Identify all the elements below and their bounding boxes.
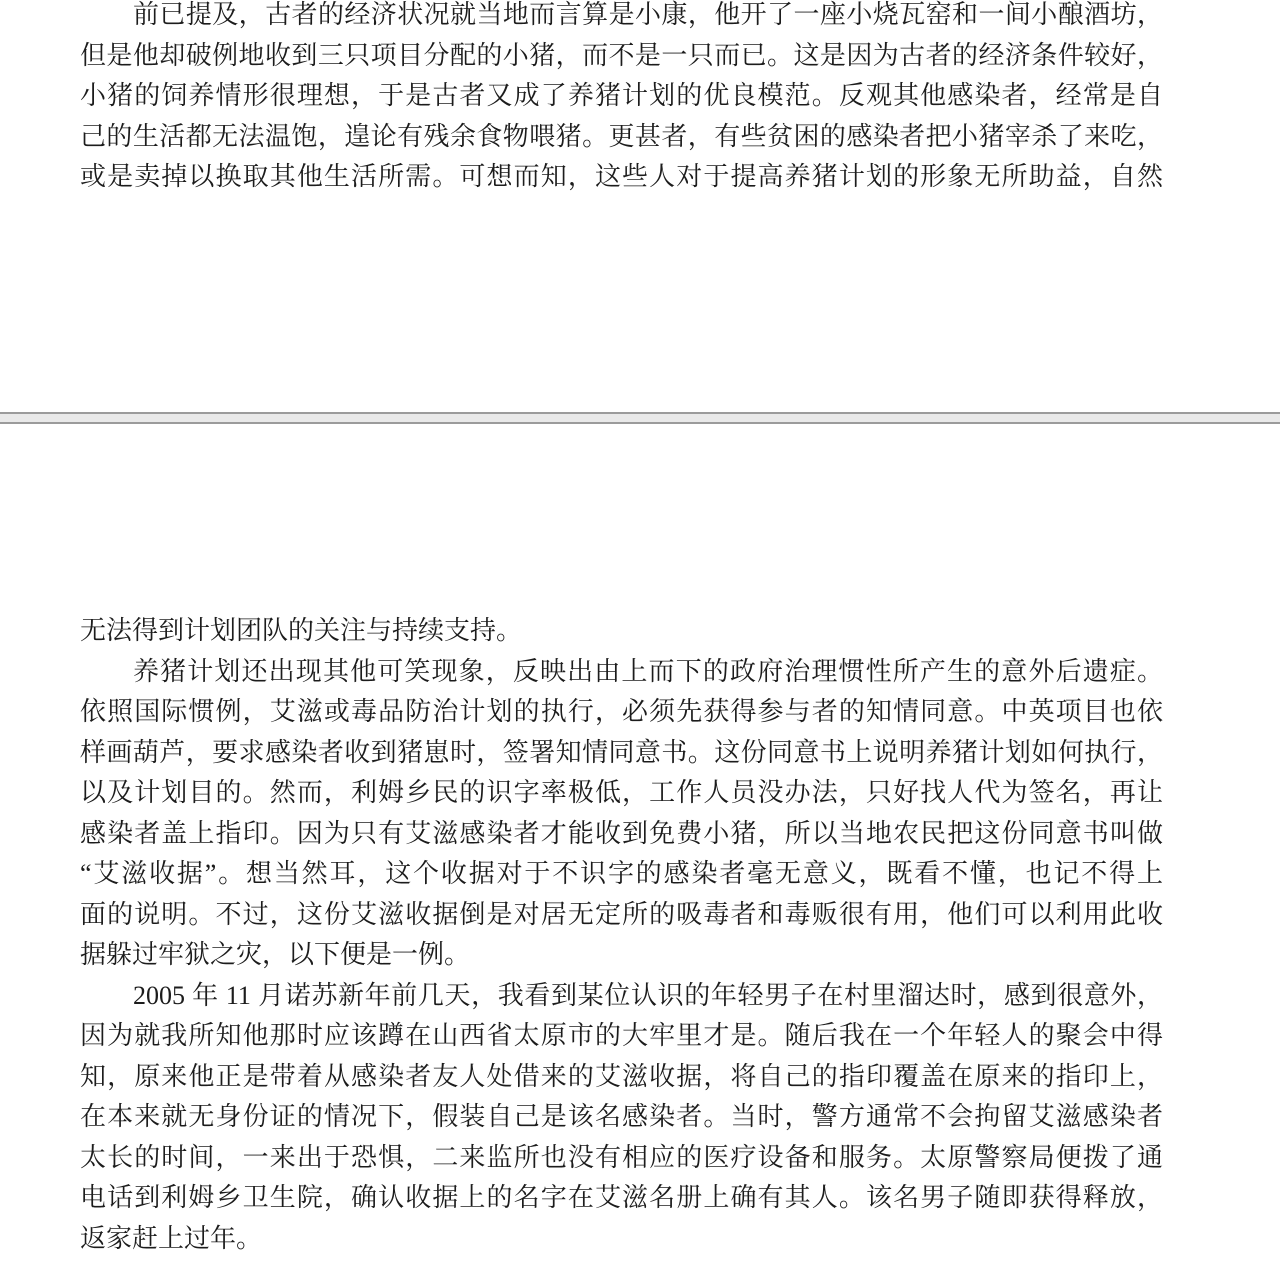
text-line: 但是他却破例地收到三只项目分配的小猪，而不是一只而已。这是因为古者的经济条件较好， <box>80 40 1163 70</box>
text-line: 或是卖掉以换取其他生活所需。可想而知，这些人对于提高养猪计划的形象无所助益，自然 <box>80 162 1163 191</box>
text-line: 在本来就无身份证的情况下，假装自己是该名感染者。当时，警方通常不会拘留艾滋感染者 <box>80 1102 1163 1131</box>
text-line: 据躲过牢狱之灾，以下便是一例。 <box>80 940 471 969</box>
text-line: 知，原来他正是带着从感染者友人处借来的艾滋收据，将自己的指印覆盖在原来的指印上， <box>80 1061 1163 1091</box>
text-line: 无法得到计划团队的关注与持续支持。 <box>80 616 523 645</box>
text-line: 样画葫芦，要求感染者收到猪崽时，签署知情同意书。这份同意书上说明养猪计划如何执行， <box>80 737 1163 767</box>
text-line: 以及计划目的。然而，利姆乡民的识字率极低，工作人员没办法，只好找人代为签名，再让 <box>80 778 1163 807</box>
text-line: 小猪的饲养情形很理想，于是古者又成了养猪计划的优良模范。反观其他感染者，经常是自 <box>80 81 1163 110</box>
text-line: 太长的时间，一来出于恐惧，二来监所也没有相应的医疗设备和服务。太原警察局便拨了通 <box>80 1142 1163 1172</box>
text-line: 因为就我所知他那时应该蹲在山西省太原市的大牢里才是。随后我在一个年轻人的聚会中得 <box>80 1021 1163 1050</box>
text-line: 依照国际惯例，艾滋或毒品防治计划的执行，必须先获得参与者的知情同意。中英项目也依 <box>80 697 1163 726</box>
text-line: 返家赶上过年。 <box>80 1223 263 1253</box>
page-2-text-block <box>80 611 1163 1259</box>
text-line: 面的说明。不过，这份艾滋收据倒是对居无定所的吸毒者和毒贩很有用，他们可以利用此收 <box>80 899 1163 929</box>
text-line: “艾滋收据”。想当然耳，这个收据对于不识字的感染者毫无意义，既看不懂，也记不得上 <box>80 859 1163 888</box>
text-line: 前已提及，古者的经济状况就当地而言算是小康，他开了一座小烧瓦窑和一间小酿酒坊， <box>133 0 1163 29</box>
text-line: 感染者盖上指印。因为只有艾滋感染者才能收到免费小猪，所以当地农民把这份同意书叫做 <box>80 818 1163 848</box>
text-line: 己的生活都无法温饱，遑论有残余食物喂猪。更甚者，有些贫困的感染者把小猪宰杀了来吃， <box>80 121 1163 151</box>
text-line: 电话到利姆乡卫生院，确认收据上的名字在艾滋名册上确有其人。该名男子随即获得释放， <box>80 1183 1163 1212</box>
page-1-text-block <box>80 0 1163 198</box>
text-line: 养猪计划还出现其他可笑现象，反映出由上而下的政府治理惯性所产生的意外后遗症。 <box>133 656 1163 686</box>
text-line: 2005 年 11 月诺苏新年前几天，我看到某位认识的年轻男子在村里溜达时，感到很意外， <box>133 980 1163 1010</box>
page-divider <box>0 412 1280 424</box>
